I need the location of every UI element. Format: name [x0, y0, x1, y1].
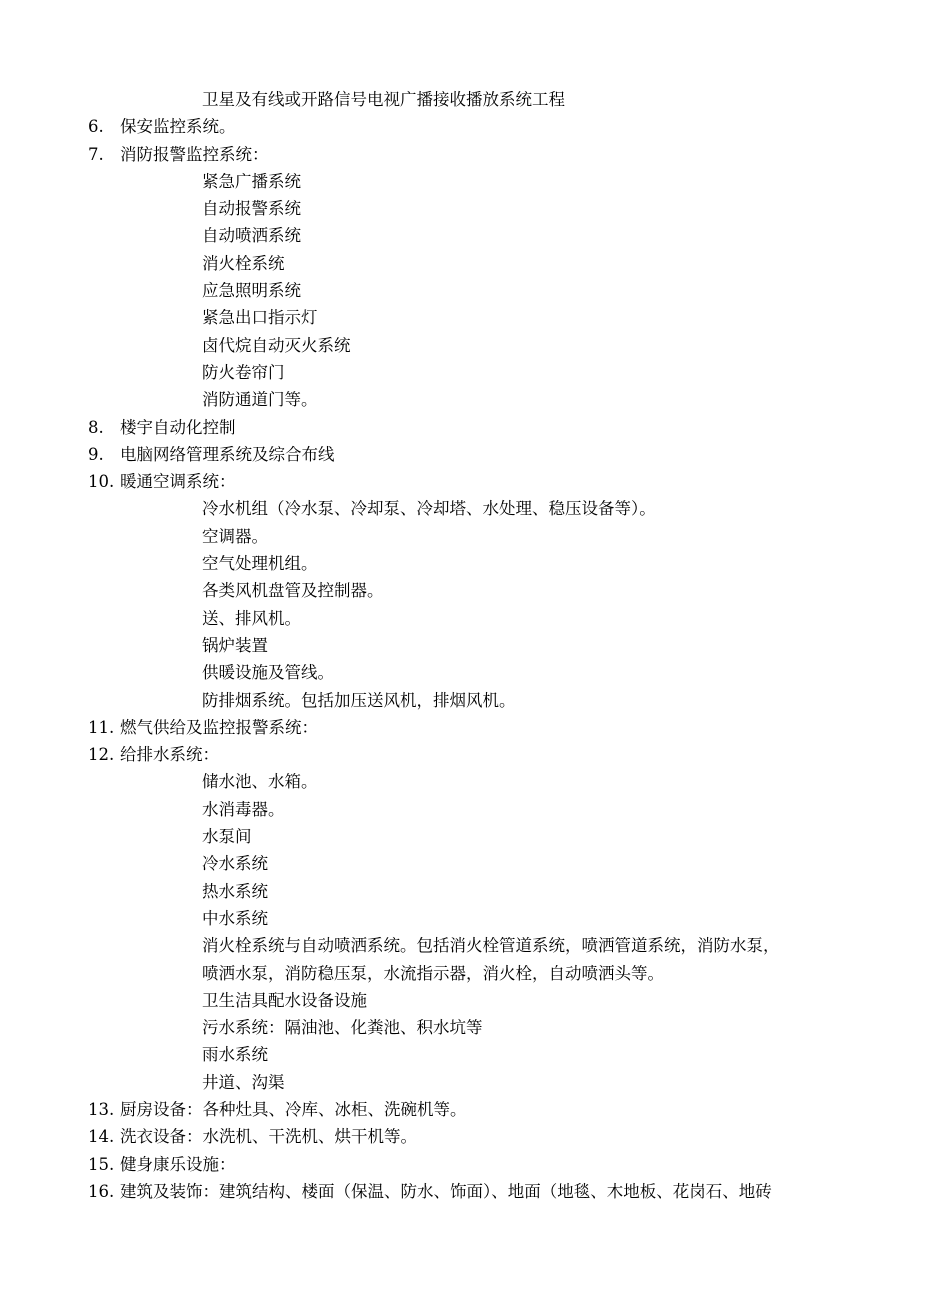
list-item — [0, 414, 950, 441]
sub-list-item — [0, 550, 950, 577]
sub-item-text: 防火卷帘门 — [202, 362, 285, 382]
sub-list-item — [0, 1069, 950, 1096]
sub-item-text: 应急照明系统 — [202, 281, 301, 301]
list-item-number: 9. — [88, 444, 104, 464]
sub-item-text: 空调器。 — [202, 526, 268, 546]
sub-item-text: 水泵间 — [202, 827, 252, 847]
sub-list-item — [0, 987, 950, 1014]
list-item — [0, 1096, 950, 1123]
list-item — [0, 1178, 950, 1205]
list-item-text: 健身康乐设施： — [120, 1154, 236, 1174]
sub-list-item — [0, 86, 950, 113]
list-item — [0, 714, 950, 741]
list-item — [0, 141, 950, 168]
sub-list-item — [0, 304, 950, 331]
list-item-text: 燃气供给及监控报警系统： — [120, 717, 318, 737]
list-item — [0, 468, 950, 495]
sub-list-item — [0, 386, 950, 413]
sub-item-text: 自动喷洒系统 — [202, 226, 301, 246]
document-page — [0, 86, 950, 1205]
sub-item-text: 热水系统 — [202, 881, 268, 901]
sub-item-text: 喷洒水泵，消防稳压泵，水流指示器，消火栓，自动喷洒头等。 — [202, 963, 664, 983]
sub-item-text: 锅炉装置 — [202, 635, 268, 655]
list-item — [0, 1123, 950, 1150]
sub-list-item — [0, 495, 950, 522]
sub-list-item — [0, 1014, 950, 1041]
list-item — [0, 1151, 950, 1178]
sub-item-text: 雨水系统 — [202, 1045, 268, 1065]
sub-item-text: 送、排风机。 — [202, 608, 301, 628]
list-item-text: 暖通空调系统： — [120, 472, 236, 492]
sub-list-item — [0, 577, 950, 604]
sub-item-text: 卫生洁具配水设备设施 — [202, 990, 367, 1010]
list-item-number: 8. — [88, 417, 104, 437]
sub-list-item — [0, 359, 950, 386]
sub-item-text: 卫星及有线或开路信号电视广播接收播放系统工程 — [202, 90, 565, 109]
sub-item-text: 消火栓系统 — [202, 253, 285, 273]
sub-item-text: 冷水系统 — [202, 854, 268, 874]
list-item-number: 16. — [88, 1181, 115, 1201]
sub-item-text: 卤代烷自动灭火系统 — [202, 335, 351, 355]
sub-list-item — [0, 632, 950, 659]
sub-list-item — [0, 659, 950, 686]
list-item-text: 给排水系统： — [120, 745, 219, 765]
list-item-number: 15. — [88, 1154, 115, 1174]
sub-list-item — [0, 332, 950, 359]
list-item — [0, 113, 950, 140]
sub-list-item — [0, 905, 950, 932]
sub-item-text: 空气处理机组。 — [202, 554, 318, 574]
list-item-number: 6. — [88, 117, 104, 137]
sub-list-item — [0, 222, 950, 249]
list-item-text: 厨房设备：各种灶具、冷库、冰柜、洗碗机等。 — [120, 1099, 467, 1119]
sub-list-item — [0, 960, 950, 987]
sub-item-text: 供暖设施及管线。 — [202, 663, 334, 683]
list-item-number: 7. — [88, 144, 104, 164]
list-item-number: 11. — [88, 717, 115, 737]
sub-item-text: 污水系统：隔油池、化粪池、积水坑等 — [202, 1018, 483, 1038]
list-item — [0, 741, 950, 768]
sub-item-text: 防排烟系统。包括加压送风机，排烟风机。 — [202, 690, 516, 710]
sub-list-item — [0, 1041, 950, 1068]
sub-item-text: 自动报警系统 — [202, 199, 301, 219]
list-item — [0, 441, 950, 468]
sub-item-text: 冷水机组（冷水泵、冷却泵、冷却塔、水处理、稳压设备等）。 — [202, 499, 656, 519]
sub-item-text: 紧急广播系统 — [202, 171, 301, 191]
sub-list-item — [0, 878, 950, 905]
sub-item-text: 消火栓系统与自动喷洒系统。包括消火栓管道系统，喷洒管道系统，消防水泵， — [202, 936, 780, 956]
sub-list-item — [0, 523, 950, 550]
sub-list-item — [0, 850, 950, 877]
sub-list-item — [0, 168, 950, 195]
sub-list-item — [0, 796, 950, 823]
list-item-text: 消防报警监控系统： — [120, 144, 269, 164]
sub-item-text: 中水系统 — [202, 908, 268, 928]
list-item-number: 14. — [88, 1127, 115, 1147]
list-item-text: 保安监控系统。 — [120, 117, 236, 137]
list-item-text: 建筑及装饰：建筑结构、楼面（保温、防水、饰面）、地面（地毯、木地板、花岗石、地砖 — [120, 1181, 772, 1201]
list-item-text: 楼宇自动化控制 — [120, 417, 236, 437]
sub-item-text: 水消毒器。 — [202, 799, 285, 819]
sub-list-item — [0, 277, 950, 304]
sub-list-item — [0, 605, 950, 632]
sub-item-text: 消防通道门等。 — [202, 390, 318, 410]
sub-item-text: 储水池、水箱。 — [202, 772, 318, 792]
sub-item-text: 各类风机盘管及控制器。 — [202, 581, 384, 601]
sub-list-item — [0, 768, 950, 795]
sub-item-text: 紧急出口指示灯 — [202, 308, 318, 328]
list-item-number: 12. — [88, 745, 115, 765]
sub-list-item — [0, 932, 950, 959]
list-item-text: 洗衣设备：水洗机、干洗机、烘干机等。 — [120, 1127, 417, 1147]
sub-list-item — [0, 250, 950, 277]
sub-list-item — [0, 687, 950, 714]
sub-list-item — [0, 823, 950, 850]
list-item-number: 10. — [88, 472, 115, 492]
list-item-number: 13. — [88, 1099, 115, 1119]
sub-list-item — [0, 195, 950, 222]
sub-item-text: 井道、沟渠 — [202, 1072, 285, 1092]
list-item-text: 电脑网络管理系统及综合布线 — [120, 444, 335, 464]
